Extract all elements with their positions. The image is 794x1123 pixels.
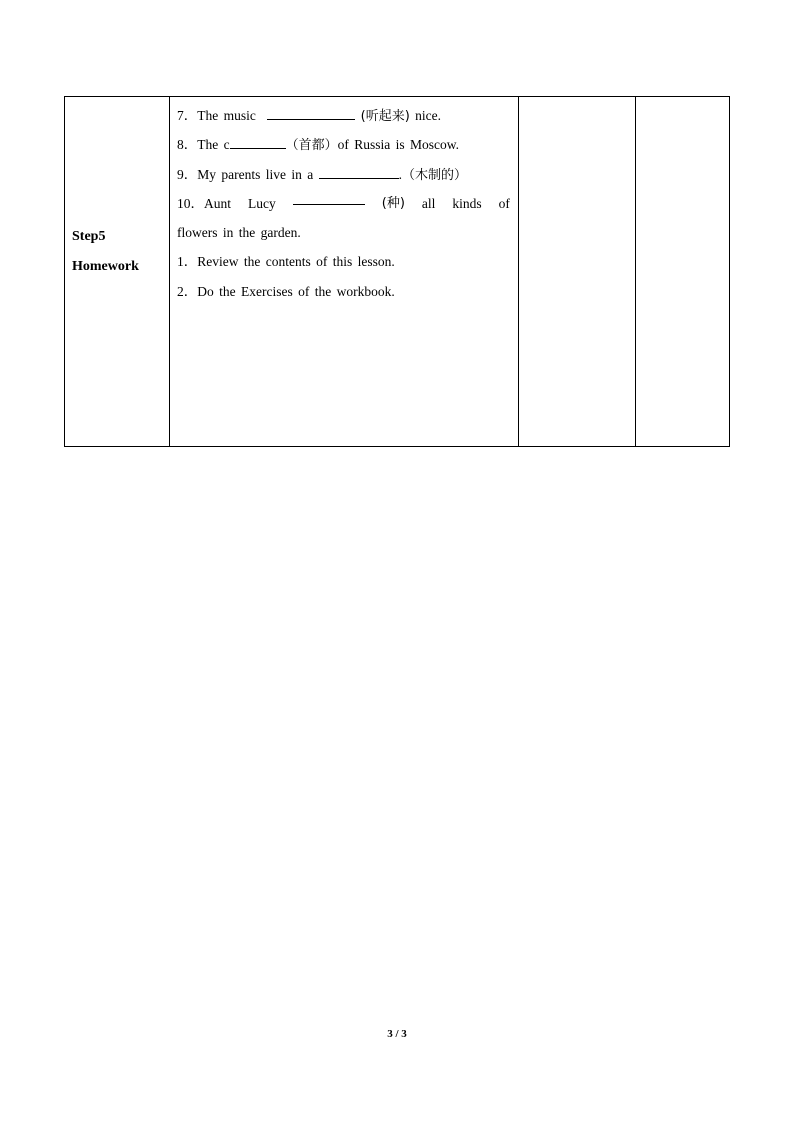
content-cell bbox=[170, 97, 519, 447]
lesson-plan-table bbox=[64, 96, 730, 447]
homework-item-2: 2．Do the Exercises of the workbook. bbox=[177, 283, 395, 299]
answer-blank bbox=[230, 133, 286, 149]
step-cell bbox=[65, 97, 170, 447]
item-text: . bbox=[398, 166, 402, 182]
item-text: of Russia is Moscow. bbox=[337, 137, 460, 153]
chinese-hint: (听起来) bbox=[360, 109, 410, 124]
exercise-item-10-continued: flowers in the garden. bbox=[177, 225, 301, 241]
chinese-hint: （木制的） bbox=[401, 167, 467, 183]
answer-blank bbox=[319, 163, 399, 179]
exercise-item-9 bbox=[177, 160, 510, 189]
chinese-hint: (种) bbox=[381, 195, 405, 211]
item-text: nice. bbox=[409, 108, 442, 123]
table-row bbox=[65, 97, 730, 447]
item-text: The c bbox=[197, 137, 230, 153]
item-text: My parents live in a bbox=[197, 166, 319, 182]
exercise-item-10 bbox=[177, 189, 510, 218]
exercise-item-7 bbox=[177, 101, 510, 130]
item-number: 7． bbox=[177, 108, 198, 123]
answer-blank bbox=[267, 104, 355, 120]
step-label: Step5 bbox=[72, 229, 106, 244]
exercise-item-8 bbox=[177, 130, 510, 159]
page-number: 3 / 3 bbox=[387, 1028, 407, 1040]
item-word: kinds bbox=[452, 195, 482, 211]
homework-item-1: 1．Review the contents of this lesson. bbox=[177, 254, 395, 270]
item-number: 8． bbox=[177, 137, 198, 153]
step-title bbox=[72, 222, 139, 282]
item-word: 10．Aunt bbox=[177, 195, 231, 211]
item-word: of bbox=[498, 195, 510, 211]
item-text: The music bbox=[197, 108, 262, 123]
empty-cell-1 bbox=[519, 97, 636, 447]
empty-cell-2 bbox=[636, 97, 730, 447]
item-word: Lucy bbox=[248, 195, 276, 211]
homework-label: Homework bbox=[72, 259, 139, 274]
chinese-hint: （首都） bbox=[285, 138, 338, 154]
item-word: all bbox=[421, 195, 436, 211]
item-number: 9． bbox=[177, 166, 198, 182]
answer-blank bbox=[293, 189, 365, 205]
